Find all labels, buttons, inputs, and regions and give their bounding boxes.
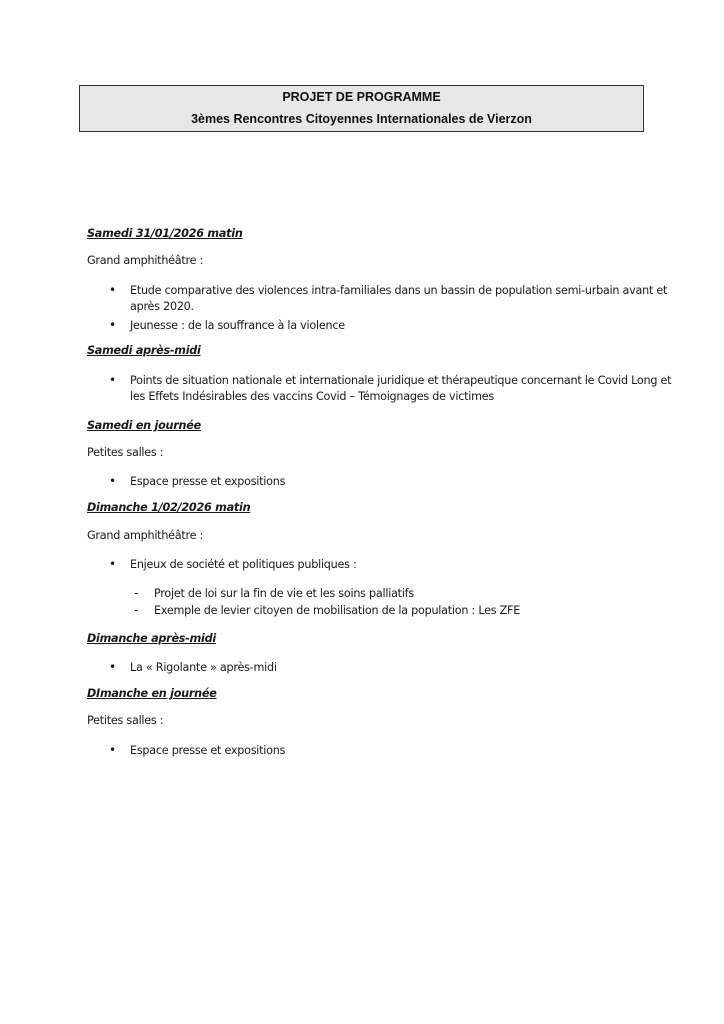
document-title: PROJET DE PROGRAMME (282, 90, 441, 104)
section-heading-samedi-apres-midi: Samedi après-midi (87, 344, 201, 357)
section-heading-dimanche-apres-midi: Dimanche après-midi (87, 632, 216, 645)
dash-icon: - (134, 603, 139, 617)
bullet-icon: • (109, 373, 116, 387)
document-subtitle: 3èmes Rencontres Citoyennes Internationales de Vierzon (191, 112, 532, 126)
program-header-box (79, 85, 644, 132)
bullet-icon: • (109, 743, 116, 757)
bullet-icon: • (109, 557, 116, 571)
section-heading-samedi-journee: Samedi en journée (87, 419, 201, 432)
section-heading-dimanche-journee: DImanche en journée (87, 687, 217, 700)
bullet-icon: • (109, 283, 116, 297)
venue-label: Petites salles : (87, 446, 164, 459)
bullet-icon: • (109, 318, 116, 332)
bullet-icon: • (109, 660, 116, 674)
section-heading-samedi-matin: Samedi 31/01/2026 matin (87, 227, 243, 240)
venue-label: Grand amphithéâtre : (87, 529, 204, 542)
venue-label: Petites salles : (87, 714, 164, 727)
venue-label: Grand amphithéâtre : (87, 254, 204, 267)
bullet-icon: • (109, 474, 116, 488)
section-heading-dimanche-matin: Dimanche 1/02/2026 matin (87, 501, 251, 514)
dash-icon: - (134, 586, 139, 600)
